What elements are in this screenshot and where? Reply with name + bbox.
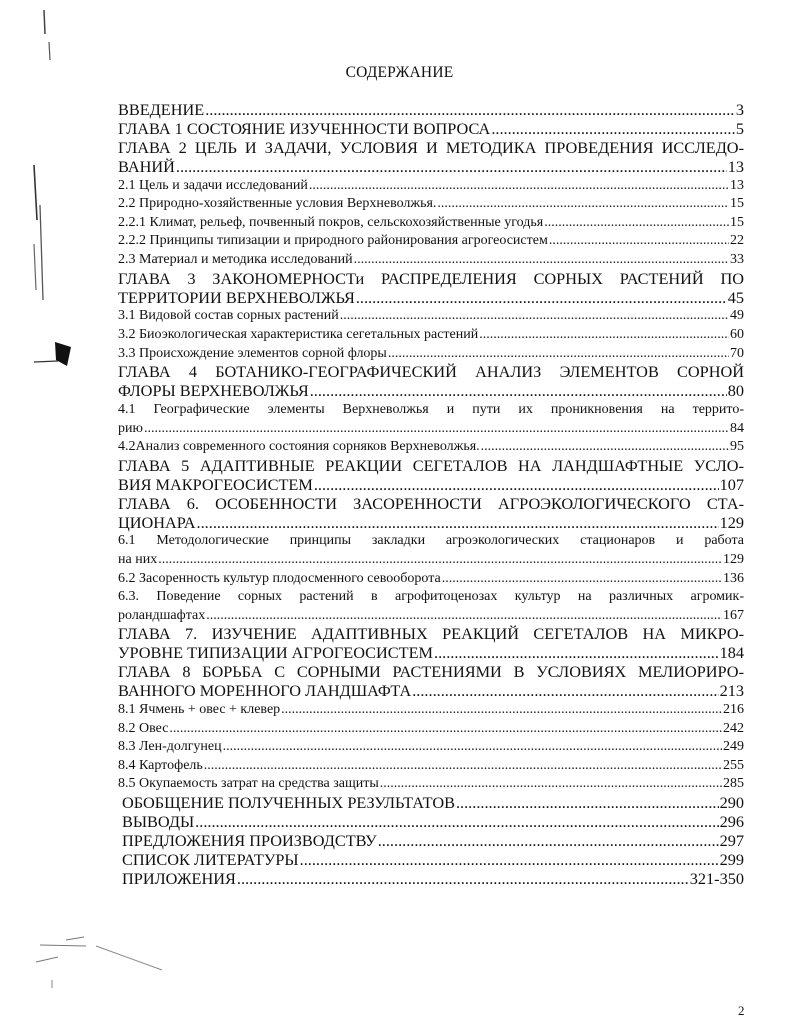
- toc-page-number: 84: [730, 420, 744, 436]
- toc-entry-text: ВАНИЙ: [118, 156, 175, 176]
- page-title: СОДЕРЖАНИЕ: [345, 64, 454, 81]
- toc-page-number: 3: [735, 100, 744, 119]
- dot-leader: [300, 851, 719, 870]
- toc-page-number: 22: [730, 233, 744, 249]
- toc-entry: [118, 532, 744, 569]
- toc-entry-text-line: 6.1 Методологические принципы закладки агроэкологических стационаров и работа: [118, 533, 744, 549]
- toc-entry-text: ВЫВОДЫ: [122, 811, 195, 831]
- toc-page-number: 296: [719, 811, 744, 831]
- dot-leader: [281, 701, 722, 720]
- toc-page-number: 33: [730, 252, 744, 267]
- toc-page-number: 285: [723, 776, 744, 792]
- toc-entry-text: 8.3 Лен-долгунец: [118, 739, 222, 755]
- dot-leader: [309, 177, 729, 196]
- toc-entry: [118, 214, 744, 233]
- toc-entry: [118, 870, 744, 889]
- dot-leader: [169, 720, 722, 739]
- toc-entry-text: на них: [118, 552, 158, 567]
- toc-page-number: 60: [730, 327, 744, 342]
- toc-entry: [118, 438, 744, 457]
- toc-page-number: 184: [719, 643, 744, 663]
- dot-leader: [491, 120, 735, 139]
- toc-entry-text: 2.3 Материал и методика исследований: [118, 252, 353, 267]
- toc-entry-text-line: ГЛАВА 3 ЗАКОНОМЕРНОСТи РАСПРЕДЕЛЕНИЯ СОРНЫХ РАСТЕНИЙ ПО: [118, 269, 744, 288]
- toc-page-number: 242: [723, 720, 744, 736]
- toc-entry: [118, 813, 744, 832]
- dot-leader: [197, 514, 719, 533]
- dot-leader: [481, 438, 729, 457]
- toc-entry: [118, 738, 744, 757]
- toc-entry-text: ВВЕДЕНИЕ: [118, 100, 205, 119]
- toc-page-number: 70: [730, 345, 744, 361]
- dot-leader: [310, 382, 727, 401]
- toc-entry-text: 3.2 Биоэкологическая характеристика сегетальных растений: [118, 327, 479, 342]
- toc-entry: [118, 775, 744, 794]
- toc-entry: [118, 851, 744, 870]
- dot-leader: [388, 345, 729, 364]
- toc-entry-text-line: ГЛАВА 8 БОРЬБА С СОРНЫМИ РАСТЕНИЯМИ В УСЛОВИЯХ МЕЛИОРИРО-: [118, 663, 744, 682]
- toc-entry-text: ТЕРРИТОРИИ ВЕРХНЕВОЛЖЬЯ: [118, 287, 355, 307]
- toc-entry: [118, 232, 744, 251]
- toc-page-number: 216: [723, 702, 744, 717]
- toc-entry: [118, 363, 744, 401]
- toc-page-number: 299: [719, 849, 744, 869]
- toc-entry-text: ПРЕДЛОЖЕНИЯ ПРОИЗВОДСТВУ: [122, 830, 377, 850]
- toc-entry-text: ВИЯ МАКРОГЕОСИСТЕМ: [118, 474, 313, 494]
- dot-leader: [204, 757, 722, 776]
- toc-entry: [118, 570, 744, 589]
- toc-entry-text: 3.1 Видовой состав сорных растений: [118, 308, 339, 324]
- toc-entry-text: роландшафтах: [118, 607, 206, 623]
- toc-entry-text: 8.1 Ячмень + овес + клевер: [118, 702, 281, 717]
- toc-entry: [118, 101, 744, 120]
- toc-entry-text: СПИСОК ЛИТЕРАТУРЫ: [122, 849, 299, 869]
- toc-entry-text: 2.1 Цель и задачи исследований: [118, 177, 308, 193]
- toc-entry-text-line: 4.1 Географические элементы Верхневолжья и пути их проникновения на террито-: [118, 402, 744, 417]
- toc-entry: [118, 757, 744, 776]
- toc-entry-text: ОБОБЩЕНИЕ ПОЛУЧЕННЫХ РЕЗУЛЬТАТОВ: [122, 792, 455, 812]
- toc-entry: [118, 625, 744, 663]
- toc-page-number: 321-350: [689, 868, 744, 888]
- dot-leader: [544, 214, 729, 233]
- toc-entry: [118, 588, 744, 625]
- toc-entry-text: 2.2 Природно-хозяйственные условия Верхневолжья.: [118, 196, 437, 212]
- dot-leader: [158, 551, 722, 570]
- toc-entry-text-line: ГЛАВА 2 ЦЕЛЬ И ЗАДАЧИ, УСЛОВИЯ И МЕТОДИКА ПРОВЕДЕНИЯ ИССЛЕДО-: [118, 138, 744, 157]
- toc-page-number: 249: [723, 739, 744, 755]
- dot-leader: [434, 644, 719, 663]
- dot-leader: [223, 738, 722, 757]
- toc-page-number: 49: [730, 308, 744, 324]
- toc-page-number: 5: [735, 118, 744, 138]
- toc-page-number: 129: [723, 552, 744, 567]
- dot-leader: [314, 476, 719, 495]
- toc-entry-text: 2.2.2 Принципы типизации и природного районирования агрогеосистем: [118, 233, 548, 249]
- toc-entry-text: ГЛАВА 1 СОСТОЯНИЕ ИЗУЧЕННОСТИ ВОПРОСА: [118, 118, 491, 138]
- dot-leader: [176, 158, 727, 177]
- dot-leader: [354, 251, 729, 270]
- toc-entry: [118, 794, 744, 813]
- toc-page-number: 45: [727, 287, 744, 307]
- toc-entry: [118, 251, 744, 270]
- toc-page-number: 107: [719, 474, 744, 494]
- toc-entry: [118, 401, 744, 438]
- toc-entry-text: 8.4 Картофель: [118, 757, 203, 773]
- toc-page-number: 95: [730, 439, 744, 455]
- toc-entry: [118, 720, 744, 739]
- toc-entry: [118, 270, 744, 308]
- toc-entry-text: ПРИЛОЖЕНИЯ: [122, 868, 236, 888]
- toc-page-number: 13: [727, 156, 744, 176]
- toc-page-number: 129: [719, 512, 744, 532]
- toc-entry-text: 2.2.1 Климат, рельеф, почвенный покров, сельскохозяйственные угодья: [118, 214, 544, 230]
- toc-page-number: 15: [730, 214, 744, 230]
- dot-leader: [412, 682, 718, 701]
- toc-page-number: 290: [719, 792, 744, 812]
- toc-entry-text: 8.5 Окупаемость затрат на средства защиты: [118, 776, 379, 792]
- toc-entry: [118, 457, 744, 495]
- dot-leader: [237, 870, 689, 889]
- dot-leader: [479, 326, 729, 345]
- dot-leader: [205, 101, 735, 120]
- toc-entry-text: 8.2 Овес: [118, 720, 169, 736]
- toc-entry: [118, 139, 744, 177]
- dot-leader: [442, 570, 722, 589]
- toc-page-number: 136: [723, 570, 744, 586]
- toc-entry-text: ЦИОНАРА: [118, 512, 196, 532]
- dot-leader: [437, 195, 729, 214]
- toc-entry-text: 4.2Анализ современного состояния сорняков Верхневолжья.: [118, 439, 480, 455]
- dot-leader: [380, 775, 722, 794]
- dot-leader: [195, 813, 718, 832]
- dot-leader: [206, 607, 722, 626]
- page-number: 2: [738, 1003, 745, 1018]
- dot-leader: [340, 307, 729, 326]
- toc-entry: [118, 195, 744, 214]
- toc-entry-text-line: ГЛАВА 6. ОСОБЕННОСТИ ЗАСОРЕННОСТИ АГРОЭКОЛОГИЧЕСКОГО СТА-: [118, 494, 744, 513]
- toc-entry-text: рию: [118, 420, 143, 436]
- toc-entry-text: ВАННОГО МОРЕННОГО ЛАНДШАФТА: [118, 681, 412, 701]
- toc-page-number: 13: [730, 177, 744, 193]
- toc-entry-text-line: ГЛАВА 5 АДАПТИВНЫЕ РЕАКЦИИ СЕГЕТАЛОВ НА ЛАНДШАФТНЫЕ УСЛО-: [118, 456, 744, 475]
- toc-page-number: 297: [719, 830, 744, 850]
- toc-entry: [118, 326, 744, 345]
- dot-leader: [549, 232, 729, 251]
- toc-entry-text: УРОВНЕ ТИПИЗАЦИИ АГРОГЕОСИСТЕМ: [118, 643, 433, 663]
- toc-page-number: 167: [723, 607, 744, 623]
- toc-page-number: 80: [727, 381, 744, 401]
- toc-page-number: 213: [719, 681, 744, 701]
- toc-entry-text-line: ГЛАВА 7. ИЗУЧЕНИЕ АДАПТИВНЫХ РЕАКЦИЙ СЕГЕТАЛОВ НА МИКРО-: [118, 625, 744, 644]
- toc-page-number: 255: [723, 757, 744, 773]
- dot-leader: [356, 289, 727, 308]
- toc-entry-text-line: ГЛАВА 4 БОТАНИКО-ГЕОГРАФИЧЕСКИЙ АНАЛИЗ ЭЛЕМЕНТОВ СОРНОЙ: [118, 363, 744, 382]
- toc-entry: [118, 701, 744, 720]
- toc-entry-text-line: 6.3. Поведение сорных растений в агрофитоценозах культур на различных агромик-: [118, 589, 744, 605]
- toc-entry: [118, 177, 744, 196]
- toc-entry: [118, 120, 744, 139]
- toc-entry: [118, 495, 744, 533]
- dot-leader: [144, 420, 729, 439]
- dot-leader: [378, 832, 719, 851]
- table-of-contents: [118, 101, 744, 889]
- toc-entry: [118, 345, 744, 364]
- toc-entry-text: 3.3 Происхождение элементов сорной флоры: [118, 345, 387, 361]
- toc-entry: [118, 832, 744, 851]
- toc-entry-text: 6.2 Засоренность культур плодосменного севооборота: [118, 570, 441, 586]
- toc-page-number: 15: [730, 196, 744, 212]
- dot-leader: [456, 794, 719, 813]
- toc-entry-text: ФЛОРЫ ВЕРХНЕВОЛЖЬЯ: [118, 381, 309, 401]
- toc-entry: [118, 307, 744, 326]
- toc-entry: [118, 663, 744, 701]
